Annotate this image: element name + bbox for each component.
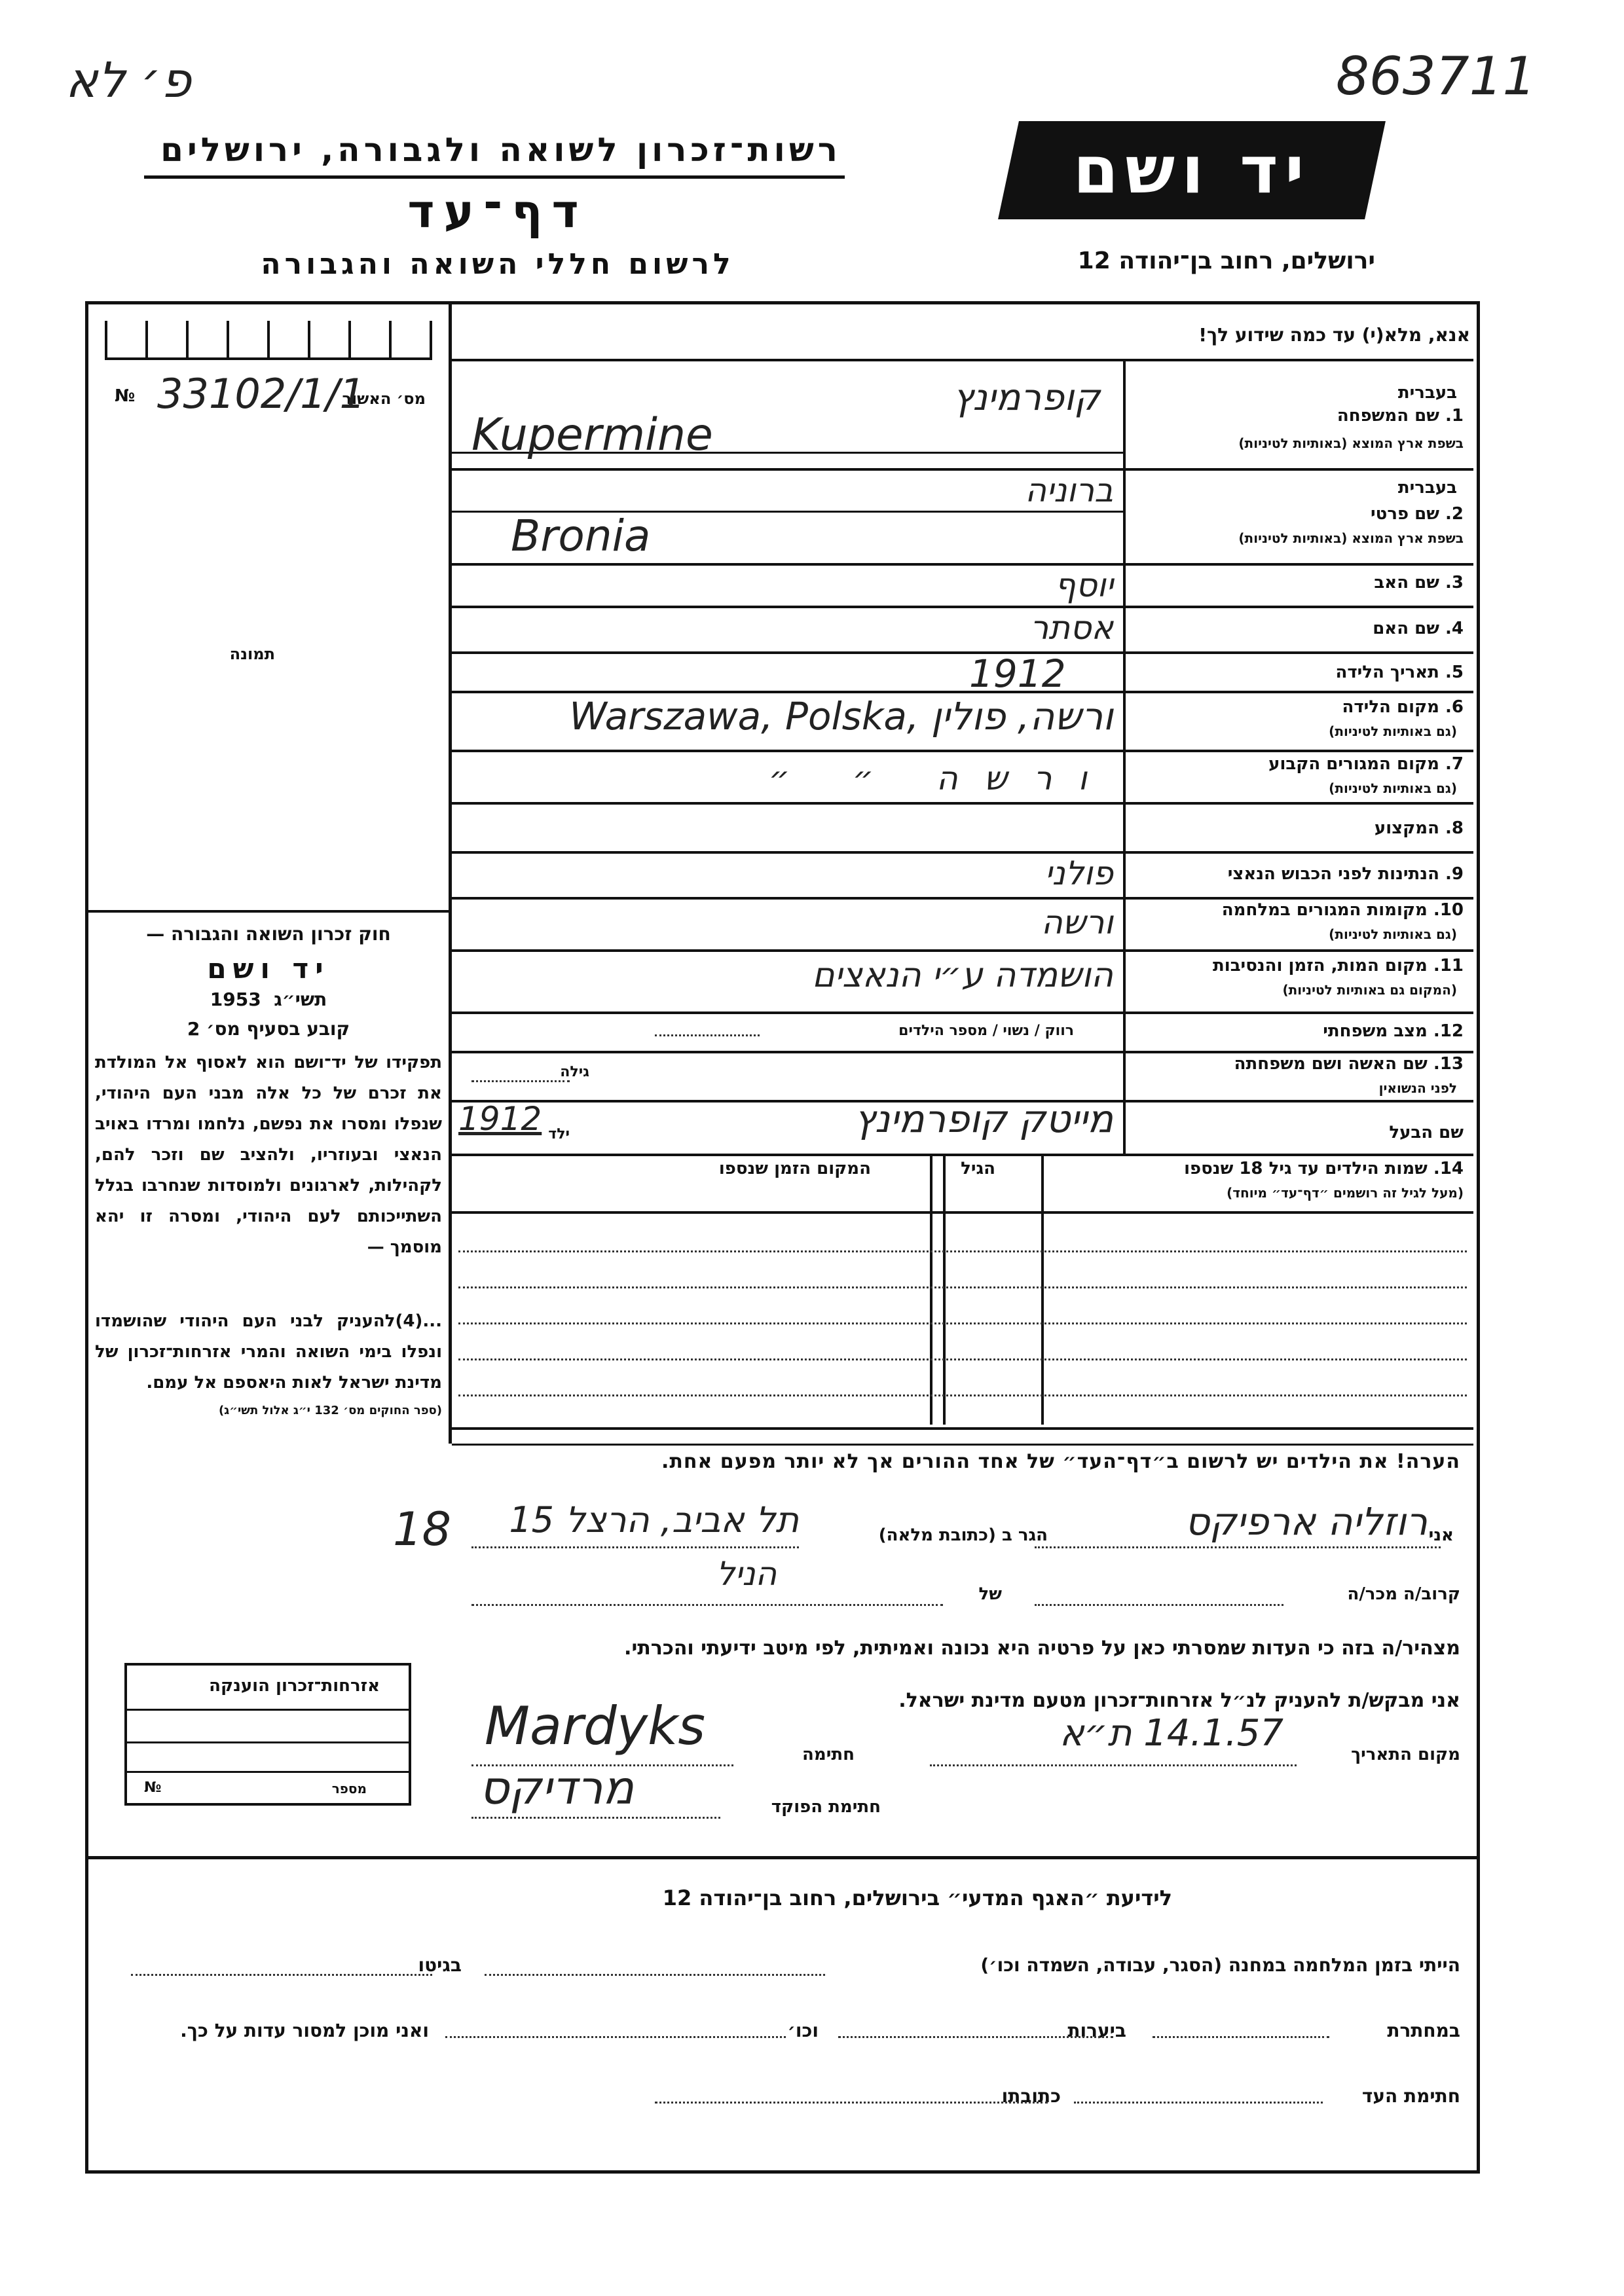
law-year-hebrew: תשי״ג (274, 989, 327, 1010)
photo-label: תמונה (229, 645, 275, 663)
family-name-latin[interactable]: Kupermine (471, 409, 713, 461)
husband-label: שם הבעל (1389, 1123, 1464, 1142)
relation-line-2[interactable] (471, 1604, 943, 1606)
field-num: 4. (1445, 619, 1464, 638)
field-num: 14. (1433, 1159, 1464, 1178)
footer-line1-end: בגיטו (418, 1954, 462, 1976)
given-name-hebrew[interactable]: ברוניה (1025, 471, 1113, 509)
field-label: שם המשפחה (1337, 406, 1439, 426)
field-label: שם האם (1373, 619, 1439, 638)
children-count-line[interactable] (655, 1034, 760, 1036)
children-header-age: הגיל (961, 1159, 995, 1178)
footer-line2-c: וכו׳ (787, 2020, 819, 2041)
footer-line1: הייתי בזמן המלחמה במחנה (הסגר, עבודה, השמדה וכו׳) (980, 1954, 1460, 1976)
place-date-label: מקום התאריך (1351, 1745, 1460, 1764)
mother-name[interactable]: אסתר (1030, 609, 1113, 647)
field-11-label (1213, 956, 1464, 975)
declarant-name[interactable]: רוזליה ארפיקס (1185, 1499, 1428, 1544)
footer-line3-a: חתימת העד (1361, 2085, 1460, 2107)
footer-line3-fill-b[interactable] (655, 2102, 1048, 2104)
rule (452, 750, 1473, 752)
field-num: 8. (1445, 818, 1464, 838)
death-place[interactable]: הושמדה ע״י הנאצים (812, 956, 1113, 995)
citizenship-box-rule (127, 1741, 409, 1743)
father-name[interactable]: יוסף (1054, 566, 1113, 604)
field-label: שם האב (1374, 573, 1439, 592)
field-7-sub: (גם באותיות לטיניות) (1329, 780, 1457, 796)
field-10-label (1222, 900, 1464, 920)
yad-vashem-logo (998, 121, 1386, 219)
law-year-number: 1953 (210, 989, 261, 1010)
place-date-value[interactable]: 14.1.57 ת״א (1060, 1712, 1283, 1755)
declarant-address[interactable]: תל אביב, הרצל 15 (509, 1499, 799, 1540)
field-10-sub: (גם באותיות לטיניות) (1329, 926, 1457, 942)
relation-line-1[interactable] (1035, 1604, 1283, 1606)
nationality[interactable]: פולני (1044, 854, 1113, 892)
rule (452, 851, 1473, 854)
field-label: שם האשה ושם משפחתה (1234, 1054, 1428, 1074)
field-num: 9. (1445, 864, 1464, 884)
husband-birth-year[interactable]: 1912 (458, 1100, 542, 1138)
children-row-line[interactable] (458, 1322, 1467, 1324)
relation-value[interactable]: הניל (716, 1555, 777, 1593)
field-12-label (1323, 1021, 1464, 1041)
husband-born-label: ילד (548, 1126, 570, 1142)
marital-status-options: רווק / נשוי / מספר הילדים (898, 1023, 1074, 1039)
field-label: מקום המגורים הקבוע (1268, 754, 1439, 774)
field-3-label (1374, 573, 1464, 592)
footer-rule (85, 1856, 1480, 1859)
rule (452, 606, 1473, 608)
rule (452, 468, 1473, 471)
org-underline (144, 175, 845, 179)
rule (452, 1051, 1473, 1053)
footer-line2-b: ביערות (1067, 2020, 1126, 2041)
field-label: מקומות המגורים במלחמה (1221, 900, 1428, 920)
field-num: 5. (1445, 663, 1464, 682)
logo-text: יד ושם (1073, 132, 1311, 208)
children-header-label: שמות הילדים עד גיל 18 שנספו (1184, 1159, 1428, 1178)
field-1-lang: בעברית (1397, 383, 1457, 403)
war-residence[interactable]: ורשה (1041, 903, 1113, 941)
law-clause: קובע בסעיף מס׳ 2 (187, 1018, 350, 1040)
field-2-lang: בעברית (1397, 478, 1457, 498)
footer-title: לידיעת ״האגף המדעי״ בירושלים, רחוב בן־יהודה 12 (662, 1886, 1172, 1910)
field-label: הנתינות לפני הכבוש הנאצי (1227, 864, 1439, 884)
field-7-label (1268, 754, 1464, 774)
field-6-label (1342, 697, 1464, 717)
photo-area-bottom (88, 910, 452, 913)
footer-line3-b: כתובתו (1001, 2085, 1061, 2107)
form-title: דף־עד (407, 185, 588, 238)
field-num: 10. (1433, 900, 1464, 920)
citizenship-box-rule (127, 1709, 409, 1711)
approval-marker: № (115, 386, 136, 406)
residence[interactable]: ורשה ״ ״ (768, 759, 1113, 797)
field-label: שם פרטי (1371, 504, 1439, 524)
citizenship-box-rule (127, 1771, 409, 1773)
footer-line2-fill-b[interactable] (838, 2036, 1113, 2038)
children-header-note: (מעל לגיל זה רושמים ״דף־עד״ מיוחד) (1227, 1185, 1464, 1201)
field-13-label (1234, 1054, 1464, 1074)
children-col-divider-3 (943, 1156, 946, 1425)
law-name: יד ושם (207, 953, 330, 985)
footer-line2-fill-a[interactable] (1153, 2036, 1329, 2038)
footer-line2-end: ואני מוכן למסור עדות על כך. (180, 2020, 429, 2041)
children-header-place: המקום הזמן שנספו (718, 1159, 871, 1178)
intro-text: אנא, מלא(י) עד כמה שידוע לך! (1198, 324, 1470, 346)
rule (452, 1154, 1473, 1156)
field-8-label (1375, 818, 1464, 838)
law-title: חוק זכרון השואה והגבורה — (146, 923, 391, 945)
declarant-margin-mark: 18 (393, 1503, 452, 1556)
field-num: 12. (1433, 1021, 1464, 1041)
request-text: אני מבקש/ת להעניק לנ״ל אזרחות־זכרון מטעם מדינת ישראל. (898, 1689, 1460, 1712)
handwritten-record-number: 863711 (1336, 46, 1536, 107)
citizenship-box-title: אזרחות־זכרון הוענקה (209, 1676, 380, 1696)
approval-tick-boxes (105, 321, 432, 360)
field-2-sub: בשפת ארץ המוצא (באותיות לטיניות) (1238, 530, 1464, 546)
form-subtitle: לרשום חללי השואה והגבורה (261, 247, 735, 281)
field-13-sub: לפני הנשואין (1378, 1080, 1457, 1096)
law-source: (ספר החוקים מס׳ 132 י״ג אלול תשי״ג) (218, 1404, 442, 1417)
field-5-label (1335, 663, 1464, 682)
rule (452, 691, 1473, 693)
note-rule (452, 1444, 1473, 1446)
rule (452, 651, 1473, 654)
children-col-divider-2 (930, 1156, 932, 1425)
children-row-line[interactable] (458, 1394, 1467, 1396)
place-date-line (930, 1764, 1297, 1766)
footer-line2-fill-c[interactable] (445, 2036, 786, 2038)
law-text: תפקידו של יד־ושם הוא לאסוף אל המולדת את זכרם של כל אלה מבני העם היהודי, שנפלו ומסרו את נפשם, נלחמו ומרדו באויב הנאצי ובעוזריו, ולהציב שם וזכר להם, לקהילות, לארגונים ולמוסדות שנחרבו בגלל השתייכותם לעם היהודי, ומסרה זו יהא מוסמך — (95, 1053, 442, 1257)
birth-date[interactable]: 1912 (969, 651, 1066, 696)
label-column-divider (1123, 361, 1126, 1155)
field-num: 6. (1445, 697, 1464, 717)
footer-line2-a: במחתרת (1387, 2020, 1460, 2041)
field-label: מקום המות, הזמן והנסיבות (1213, 956, 1428, 975)
family-name-hebrew[interactable]: קופרמינץ (953, 376, 1100, 419)
declarant-resident-label: הגר ב (כתובת מלאה) (878, 1525, 1048, 1545)
address: ירושלים, רחוב בן־יהודה 12 (1077, 247, 1375, 274)
citizenship-box-marker: № (144, 1779, 162, 1796)
husband-name[interactable]: מייטק קופרמינץ (854, 1097, 1113, 1141)
footer-line3-fill-a[interactable] (1074, 2102, 1323, 2104)
intro-bottom-rule (452, 359, 1473, 361)
field-num: 11. (1433, 956, 1464, 975)
field-num: 1. (1445, 406, 1464, 426)
field-11-sub: (המקום גם באותיות לטיניות) (1282, 982, 1457, 998)
field-num: 13. (1433, 1054, 1464, 1074)
citizenship-box-num-label: מספר (331, 1781, 367, 1796)
left-column-divider (449, 304, 452, 1444)
field-6-sub: (גם באותיות לטיניות) (1329, 723, 1457, 739)
declaration-text: מצהיר/ה בזה כי העדות שמסרתי כאן על פרטיה היא נכונה ואמיתית, לפי מיטב ידיעתי והכרתי. (624, 1637, 1460, 1660)
footer-line1-fill-2[interactable] (131, 1974, 432, 1976)
field-num: 7. (1445, 754, 1464, 774)
declarant-i-label: אני (1428, 1525, 1454, 1545)
signature-value[interactable]: Mardyks (485, 1696, 706, 1757)
children-row-line[interactable] (458, 1358, 1467, 1360)
field-4-label (1373, 619, 1464, 638)
children-table-bottom (452, 1427, 1473, 1430)
officer-line (471, 1817, 720, 1819)
rule (452, 802, 1473, 805)
approval-number[interactable]: 33102/1/1 (157, 370, 365, 418)
children-header-names (1184, 1159, 1464, 1178)
field-label: מצב משפחתי (1323, 1021, 1428, 1041)
law-text-2: ...(4)להעניק לבני העם היהודי שהושמדו ונפלו בימי השואה והמרי אזרחות־זכרון של מדינת ישראל לאות היאספם אל עמם. (95, 1311, 442, 1393)
children-row-line[interactable] (458, 1286, 1467, 1288)
footer-line1-fill[interactable] (485, 1974, 825, 1976)
signature-label: חתימה (802, 1745, 855, 1764)
children-row-line[interactable] (458, 1250, 1467, 1252)
officer-label: חתימת הפוקד (771, 1797, 881, 1817)
children-col-divider-1 (1041, 1156, 1044, 1425)
wife-age-line[interactable] (471, 1080, 570, 1082)
relation-label: קרוב/ה מכר/ה (1347, 1584, 1460, 1604)
note-text: הערה! את הילדים יש לרשום ב״דף־העד״ של אחד ההורים אך לא יותר מפעם אחת. (661, 1450, 1460, 1473)
approval-label: מס׳ האשור (342, 390, 426, 408)
officer-signature[interactable]: מרדיקס (479, 1761, 634, 1815)
wife-age-label: גילה (560, 1064, 589, 1080)
field-1-sub: בשפת ארץ המוצא (באותיות לטיניות) (1238, 435, 1464, 451)
field-label: תאריך הלידה (1335, 663, 1439, 682)
declarant-name-line (1035, 1546, 1441, 1548)
field-num: 3. (1445, 573, 1464, 592)
law-year (98, 989, 439, 1010)
field-num: 2. (1445, 504, 1464, 524)
children-header-rule (452, 1211, 1473, 1214)
rule (452, 949, 1473, 952)
field-2-label (1371, 504, 1464, 524)
field-label: מקום הלידה (1342, 697, 1439, 717)
field-9-label (1228, 864, 1464, 884)
given-name-latin[interactable]: Bronia (511, 511, 651, 561)
field-label: המקצוע (1374, 818, 1439, 838)
field-1-label (1337, 406, 1464, 426)
birth-place[interactable]: ורשה, פולין ,Warszawa, Polska (569, 694, 1113, 738)
handwritten-folio-mark: פ׳ לא (65, 52, 192, 109)
rule (452, 1011, 1473, 1014)
rule (452, 897, 1473, 900)
org-line: רשות־זכרון לשואה ולגבורה, ירושלים (160, 131, 841, 169)
declarant-address-line (471, 1546, 799, 1548)
of-label: של (978, 1584, 1002, 1604)
rule (452, 563, 1473, 566)
